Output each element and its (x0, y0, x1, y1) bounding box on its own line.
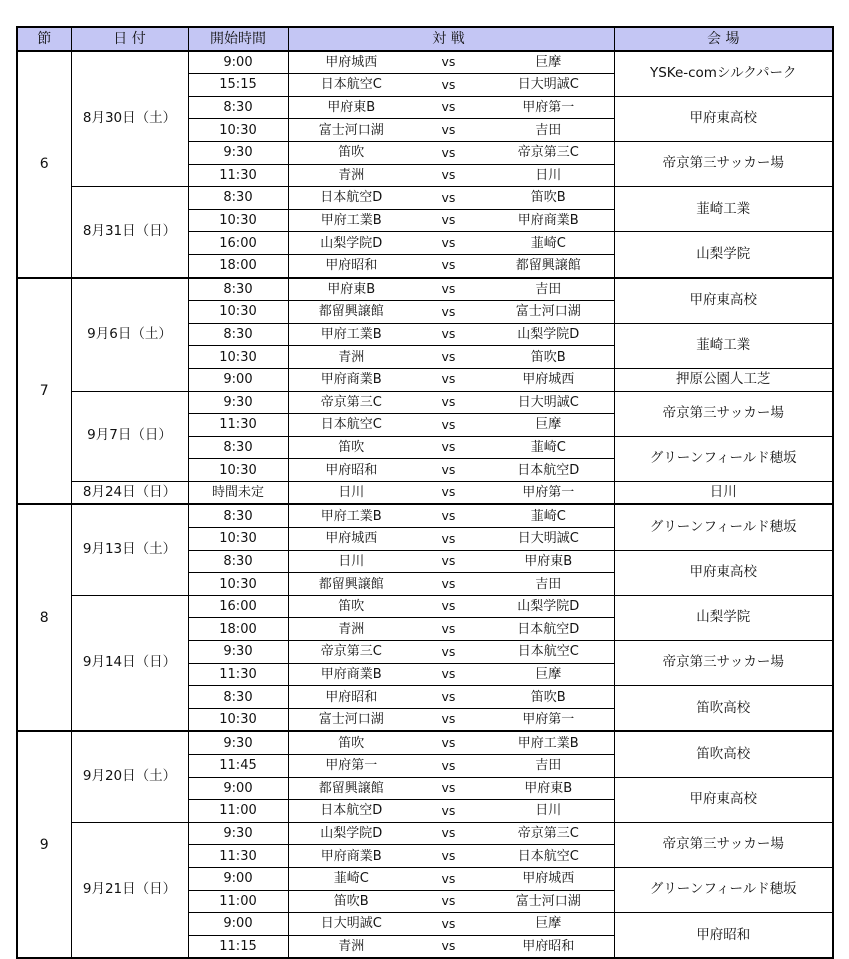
venue-name: 帝京第三サッカー場 (614, 391, 833, 436)
away-team: 甲府昭和 (483, 935, 614, 958)
away-team: 甲府工業B (483, 731, 614, 754)
vs-label: vs (414, 822, 483, 845)
home-team: 日本航空C (288, 74, 414, 97)
vs-label: vs (414, 481, 483, 504)
table-row (17, 731, 833, 754)
vs-label: vs (414, 550, 483, 573)
start-time: 9:30 (188, 731, 288, 754)
away-team: 甲府東B (483, 550, 614, 573)
away-team: 韮崎C (483, 232, 614, 255)
start-time: 9:00 (188, 777, 288, 800)
vs-label: vs (414, 346, 483, 369)
table-row (17, 822, 833, 845)
vs-label: vs (414, 209, 483, 232)
table-row (17, 187, 833, 210)
vs-label: vs (414, 141, 483, 164)
away-team: 甲府第一 (483, 481, 614, 504)
match-date: 8月30日（土） (71, 51, 188, 187)
header-start-time: 開始時間 (188, 27, 288, 51)
vs-label: vs (414, 686, 483, 709)
start-time: 10:30 (188, 528, 288, 551)
vs-label: vs (414, 573, 483, 596)
vs-label: vs (414, 391, 483, 414)
venue-name: 山梨学院 (614, 232, 833, 278)
home-team: 甲府第一 (288, 755, 414, 778)
table-row (17, 504, 833, 527)
vs-label: vs (414, 164, 483, 187)
start-time: 8:30 (188, 323, 288, 346)
vs-label: vs (414, 254, 483, 277)
home-team: 甲府昭和 (288, 686, 414, 709)
home-team: 甲府城西 (288, 51, 414, 74)
home-team: 笛吹 (288, 731, 414, 754)
home-team: 都留興譲館 (288, 573, 414, 596)
home-team: 笛吹 (288, 141, 414, 164)
start-time: 11:45 (188, 755, 288, 778)
start-time: 16:00 (188, 595, 288, 618)
vs-label: vs (414, 232, 483, 255)
home-team: 青洲 (288, 346, 414, 369)
away-team: 都留興譲館 (483, 254, 614, 277)
venue-name: 帝京第三サッカー場 (614, 822, 833, 867)
home-team: 甲府東B (288, 96, 414, 119)
start-time: 9:00 (188, 368, 288, 391)
away-team: 富士河口湖 (483, 301, 614, 324)
venue-name: 笛吹高校 (614, 686, 833, 732)
start-time: 10:30 (188, 573, 288, 596)
home-team: 富士河口湖 (288, 708, 414, 731)
start-time: 10:30 (188, 708, 288, 731)
away-team: 山梨学院D (483, 595, 614, 618)
away-team: 日本航空D (483, 459, 614, 482)
away-team: 吉田 (483, 278, 614, 301)
vs-label: vs (414, 867, 483, 890)
vs-label: vs (414, 368, 483, 391)
start-time: 時間未定 (188, 481, 288, 504)
header-venue: 会 場 (614, 27, 833, 51)
vs-label: vs (414, 51, 483, 74)
round-number: 6 (17, 51, 71, 278)
start-time: 8:30 (188, 278, 288, 301)
away-team: 巨摩 (483, 414, 614, 437)
home-team: 青洲 (288, 164, 414, 187)
venue-name: グリーンフィールド穂坂 (614, 436, 833, 481)
start-time: 10:30 (188, 209, 288, 232)
venue-name: グリーンフィールド穂坂 (614, 504, 833, 550)
match-date: 9月14日（日） (71, 595, 188, 731)
start-time: 18:00 (188, 254, 288, 277)
home-team: 青洲 (288, 618, 414, 641)
home-team: 山梨学院D (288, 822, 414, 845)
away-team: 甲府東B (483, 777, 614, 800)
away-team: 巨摩 (483, 663, 614, 686)
start-time: 11:30 (188, 414, 288, 437)
venue-name: グリーンフィールド穂坂 (614, 867, 833, 912)
home-team: 日川 (288, 550, 414, 573)
away-team: 笛吹B (483, 187, 614, 210)
start-time: 11:00 (188, 890, 288, 913)
table-row (17, 595, 833, 618)
start-time: 11:30 (188, 164, 288, 187)
home-team: 笛吹 (288, 595, 414, 618)
venue-name: 甲府東高校 (614, 278, 833, 324)
away-team: 日大明誠C (483, 528, 614, 551)
home-team: 甲府商業B (288, 368, 414, 391)
start-time: 11:00 (188, 800, 288, 823)
vs-label: vs (414, 119, 483, 142)
home-team: 甲府商業B (288, 663, 414, 686)
away-team: 巨摩 (483, 913, 614, 936)
header-row (17, 27, 833, 51)
start-time: 10:30 (188, 119, 288, 142)
home-team: 甲府工業B (288, 323, 414, 346)
table-row (17, 278, 833, 301)
match-date: 9月21日（日） (71, 822, 188, 958)
match-date: 9月7日（日） (71, 391, 188, 481)
away-team: 甲府城西 (483, 867, 614, 890)
away-team: 日本航空C (483, 845, 614, 868)
match-date: 9月20日（土） (71, 731, 188, 822)
start-time: 8:30 (188, 550, 288, 573)
home-team: 甲府商業B (288, 845, 414, 868)
away-team: 甲府第一 (483, 708, 614, 731)
home-team: 青洲 (288, 935, 414, 958)
vs-label: vs (414, 528, 483, 551)
vs-label: vs (414, 731, 483, 754)
venue-name: 日川 (614, 481, 833, 504)
round-number: 7 (17, 278, 71, 505)
home-team: 笛吹B (288, 890, 414, 913)
vs-label: vs (414, 436, 483, 459)
away-team: 日大明誠C (483, 74, 614, 97)
start-time: 8:30 (188, 686, 288, 709)
home-team: 帝京第三C (288, 391, 414, 414)
table-row (17, 481, 833, 504)
vs-label: vs (414, 301, 483, 324)
start-time: 8:30 (188, 96, 288, 119)
vs-label: vs (414, 96, 483, 119)
away-team: 帝京第三C (483, 141, 614, 164)
vs-label: vs (414, 595, 483, 618)
start-time: 9:00 (188, 913, 288, 936)
home-team: 日本航空C (288, 414, 414, 437)
venue-name: 甲府東高校 (614, 96, 833, 141)
venue-name: 帝京第三サッカー場 (614, 641, 833, 686)
venue-name: YSKe-comシルクパーク (614, 51, 833, 97)
header-round: 節 (17, 27, 71, 51)
vs-label: vs (414, 74, 483, 97)
round-number: 9 (17, 731, 71, 958)
away-team: 笛吹B (483, 686, 614, 709)
start-time: 8:30 (188, 436, 288, 459)
header-date: 日 付 (71, 27, 188, 51)
home-team: 甲府工業B (288, 504, 414, 527)
away-team: 富士河口湖 (483, 890, 614, 913)
home-team: 笛吹 (288, 436, 414, 459)
away-team: 日本航空C (483, 641, 614, 664)
match-date: 8月24日（日） (71, 481, 188, 504)
start-time: 10:30 (188, 459, 288, 482)
match-date: 9月13日（土） (71, 504, 188, 595)
away-team: 巨摩 (483, 51, 614, 74)
away-team: 帝京第三C (483, 822, 614, 845)
start-time: 9:00 (188, 51, 288, 74)
header-match: 対 戦 (414, 27, 483, 51)
venue-name: 甲府東高校 (614, 550, 833, 595)
away-team: 笛吹B (483, 346, 614, 369)
start-time: 10:30 (188, 301, 288, 324)
venue-name: 甲府昭和 (614, 913, 833, 959)
vs-label: vs (414, 800, 483, 823)
venue-name: 韮崎工業 (614, 323, 833, 368)
vs-label: vs (414, 935, 483, 958)
home-team: 甲府昭和 (288, 459, 414, 482)
start-time: 8:30 (188, 504, 288, 527)
vs-label: vs (414, 187, 483, 210)
home-team: 韮崎C (288, 867, 414, 890)
home-team: 日本航空D (288, 800, 414, 823)
away-team: 日本航空D (483, 618, 614, 641)
home-team: 甲府工業B (288, 209, 414, 232)
start-time: 10:30 (188, 346, 288, 369)
away-team: 吉田 (483, 119, 614, 142)
match-date: 8月31日（日） (71, 187, 188, 278)
venue-name: 甲府東高校 (614, 777, 833, 822)
vs-label: vs (414, 890, 483, 913)
home-team: 都留興譲館 (288, 777, 414, 800)
start-time: 9:30 (188, 641, 288, 664)
home-team: 日大明誠C (288, 913, 414, 936)
start-time: 16:00 (188, 232, 288, 255)
away-team: 韮崎C (483, 504, 614, 527)
away-team: 韮崎C (483, 436, 614, 459)
vs-label: vs (414, 459, 483, 482)
vs-label: vs (414, 777, 483, 800)
start-time: 15:15 (188, 74, 288, 97)
table-row (17, 51, 833, 74)
schedule-wrapper (16, 26, 834, 959)
venue-name: 帝京第三サッカー場 (614, 141, 833, 186)
home-team: 甲府東B (288, 278, 414, 301)
venue-name: 笛吹高校 (614, 731, 833, 777)
home-team: 富士河口湖 (288, 119, 414, 142)
venue-name: 山梨学院 (614, 595, 833, 640)
header-match-left (288, 27, 414, 51)
start-time: 9:30 (188, 391, 288, 414)
start-time: 9:30 (188, 141, 288, 164)
away-team: 吉田 (483, 573, 614, 596)
vs-label: vs (414, 845, 483, 868)
match-schedule-table (16, 26, 834, 959)
away-team: 日大明誠C (483, 391, 614, 414)
away-team: 吉田 (483, 755, 614, 778)
vs-label: vs (414, 663, 483, 686)
home-team: 山梨学院D (288, 232, 414, 255)
vs-label: vs (414, 504, 483, 527)
match-date: 9月6日（土） (71, 278, 188, 391)
vs-label: vs (414, 278, 483, 301)
venue-name: 押原公園人工芝 (614, 368, 833, 391)
home-team: 日川 (288, 481, 414, 504)
vs-label: vs (414, 323, 483, 346)
away-team: 甲府城西 (483, 368, 614, 391)
vs-label: vs (414, 414, 483, 437)
schedule-body (17, 51, 833, 959)
start-time: 9:00 (188, 867, 288, 890)
home-team: 甲府城西 (288, 528, 414, 551)
start-time: 11:15 (188, 935, 288, 958)
home-team: 甲府昭和 (288, 254, 414, 277)
vs-label: vs (414, 708, 483, 731)
away-team: 日川 (483, 800, 614, 823)
start-time: 11:30 (188, 663, 288, 686)
table-row (17, 391, 833, 414)
start-time: 9:30 (188, 822, 288, 845)
vs-label: vs (414, 913, 483, 936)
home-team: 都留興譲館 (288, 301, 414, 324)
away-team: 日川 (483, 164, 614, 187)
away-team: 甲府商業B (483, 209, 614, 232)
start-time: 18:00 (188, 618, 288, 641)
venue-name: 韮崎工業 (614, 187, 833, 232)
home-team: 帝京第三C (288, 641, 414, 664)
vs-label: vs (414, 755, 483, 778)
header-match-right (483, 27, 614, 51)
round-number: 8 (17, 504, 71, 731)
away-team: 甲府第一 (483, 96, 614, 119)
start-time: 11:30 (188, 845, 288, 868)
start-time: 8:30 (188, 187, 288, 210)
vs-label: vs (414, 641, 483, 664)
away-team: 山梨学院D (483, 323, 614, 346)
home-team: 日本航空D (288, 187, 414, 210)
vs-label: vs (414, 618, 483, 641)
